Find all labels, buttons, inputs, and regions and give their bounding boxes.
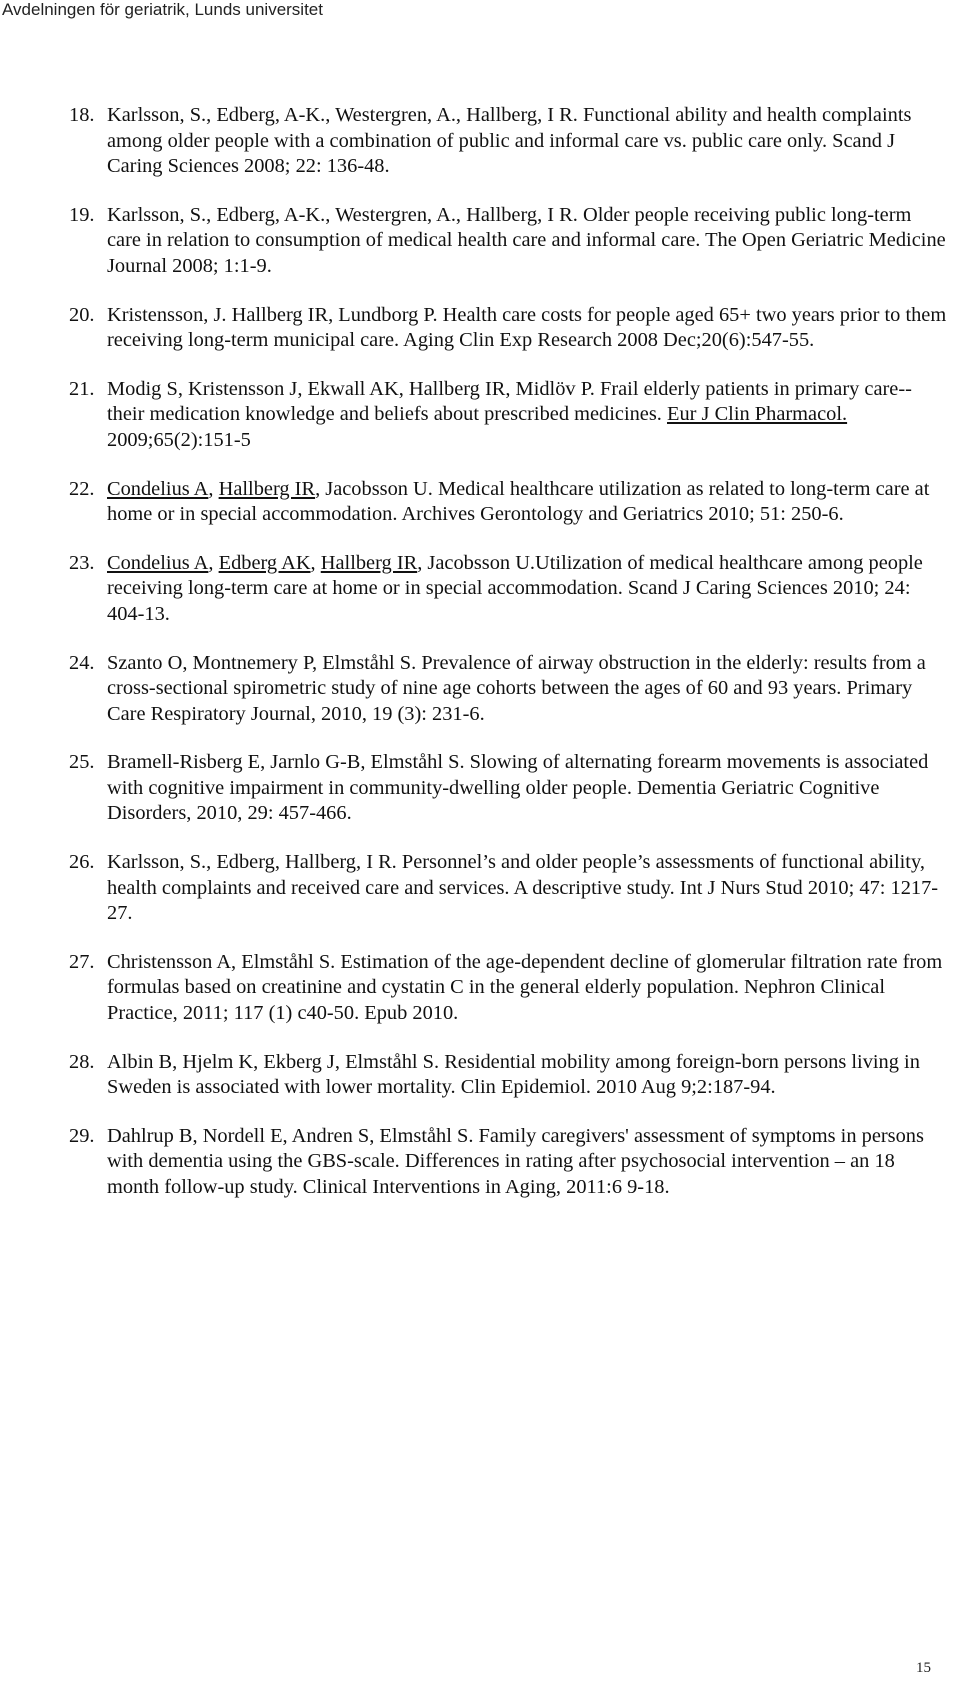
reference-segment: Szanto O, Montnemery P, Elmståhl S. Prevalence of airway obstruction in the elderly: results from a cross-sectional spirometric study of nine age cohorts between the ages of 60 and 93 years. Primary Care Respiratory Journal, 2010, 19 (3): 231-6. — [107, 651, 926, 725]
reference-text — [107, 477, 949, 528]
reference-text — [107, 303, 949, 354]
reference-link[interactable]: Condelius A — [107, 477, 209, 500]
reference-number: 26. — [69, 851, 95, 874]
reference-segment: 2009;65(2):151-5 — [107, 428, 251, 451]
reference-item — [69, 750, 949, 827]
reference-link[interactable]: Eur J Clin Pharmacol. — [667, 403, 848, 426]
reference-item — [69, 950, 949, 1027]
reference-text — [107, 950, 949, 1027]
reference-segment: Kristensson, J. Hallberg IR, Lundborg P. Health care costs for people aged 65+ two years prior to them receiving long-term municipal care. Aging Clin Exp Research 2008 Dec;20(6):547-55. — [107, 303, 947, 352]
reference-link[interactable]: Edberg AK — [218, 551, 311, 574]
reference-segment: , — [310, 551, 321, 574]
reference-item — [69, 303, 949, 354]
reference-text — [107, 750, 949, 827]
reference-text — [107, 103, 949, 180]
reference-segment: Christensson A, Elmståhl S. Estimation of the age-dependent decline of glomerular filtration rate from formulas based on creatinine and cystatin C in the general elderly population. Nephron Clinical Practice, 2011; 117 (1) c40-50. Epub 2010. — [107, 950, 943, 1025]
page-header: Avdelningen för geriatrik, Lunds universitet — [2, 0, 323, 19]
reference-number: 24. — [69, 651, 95, 674]
reference-item — [69, 850, 949, 927]
page-number: 15 — [916, 1660, 931, 1676]
reference-segment: , — [208, 477, 219, 500]
reference-text — [107, 651, 949, 728]
reference-item — [69, 377, 949, 454]
reference-link[interactable]: Hallberg IR — [320, 551, 418, 574]
reference-item — [69, 477, 949, 528]
reference-number: 18. — [69, 104, 95, 126]
reference-list — [69, 103, 949, 1224]
reference-segment: Karlsson, S., Edberg, A-K., Westergren, A., Hallberg, I R. Functional ability and health complaints among older people with a combination of public and informal care vs. public care only. Scand J Caring Sciences 2008; 22: 136-48. — [107, 104, 912, 178]
reference-text — [107, 1050, 949, 1101]
reference-number: 19. — [69, 203, 95, 226]
reference-number: 28. — [69, 1050, 95, 1073]
reference-segment: , Jacobsson U. Medical healthcare utilization as related to long-term care at home or in special accommodation. Archives Gerontology and Geriatrics 2010; 51: 250-6. — [107, 477, 930, 526]
reference-text — [107, 1124, 949, 1201]
reference-number: 21. — [69, 377, 95, 400]
reference-segment: , Jacobsson U.Utilization of medical healthcare among people receiving long-term care at home or in special accommodation. Scand J Caring Sciences 2010; 24: 404-13. — [107, 551, 923, 625]
reference-number: 27. — [69, 950, 95, 973]
reference-item — [69, 103, 949, 180]
reference-segment: , — [208, 551, 219, 574]
reference-number: 22. — [69, 477, 95, 500]
reference-number: 29. — [69, 1124, 95, 1147]
reference-text — [107, 850, 949, 927]
reference-number: 20. — [69, 303, 95, 326]
reference-segment: Albin B, Hjelm K, Ekberg J, Elmståhl S. Residential mobility among foreign-born persons living in Sweden is associated with lower mortality. Clin Epidemiol. 2010 Aug 9;2:187-94. — [107, 1050, 920, 1099]
reference-item — [69, 551, 949, 628]
reference-text — [107, 551, 949, 628]
reference-segment: Karlsson, S., Edberg, A-K., Westergren, A., Hallberg, I R. Older people receiving public long-term care in relation to consumption of medical health care and informal care. The Open Geriatric Medicine Journal 2008; 1:1-9. — [107, 203, 946, 277]
reference-number: 25. — [69, 751, 95, 774]
reference-item — [69, 203, 949, 280]
reference-number: 23. — [69, 551, 95, 574]
reference-segment: Karlsson, S., Edberg, Hallberg, I R. Personnel’s and older people’s assessments of functional ability, health complaints and received care and services. A descriptive study. Int J Nurs Stud 2010; 47: 1217-27. — [107, 851, 939, 925]
reference-text — [107, 377, 949, 454]
reference-segment: Dahlrup B, Nordell E, Andren S, Elmståhl S. Family caregivers' assessment of symptoms in persons with dementia using the GBS-scale. Differences in rating after psychosocial intervention – an 18 month follow-up study. Clinical Interventions in Aging, 2011:6 9-18. — [107, 1124, 924, 1198]
reference-link[interactable]: Hallberg IR — [218, 477, 316, 500]
reference-segment: Modig S, Kristensson J, Ekwall AK, Hallberg IR, Midlöv P. Frail elderly patients in primary care--their medication knowledge and beliefs about prescribed medicines. — [107, 377, 912, 426]
reference-text — [107, 203, 949, 280]
reference-item — [69, 651, 949, 728]
reference-item — [69, 1050, 949, 1101]
reference-segment: Bramell-Risberg E, Jarnlo G-B, Elmståhl S. Slowing of alternating forearm movements is associated with cognitive impairment in community-dwelling older people. Dementia Geriatric Cognitive Disorders, 2010, 29: 457-466. — [107, 751, 929, 825]
reference-link[interactable]: Condelius A — [107, 551, 209, 574]
reference-item — [69, 1124, 949, 1201]
